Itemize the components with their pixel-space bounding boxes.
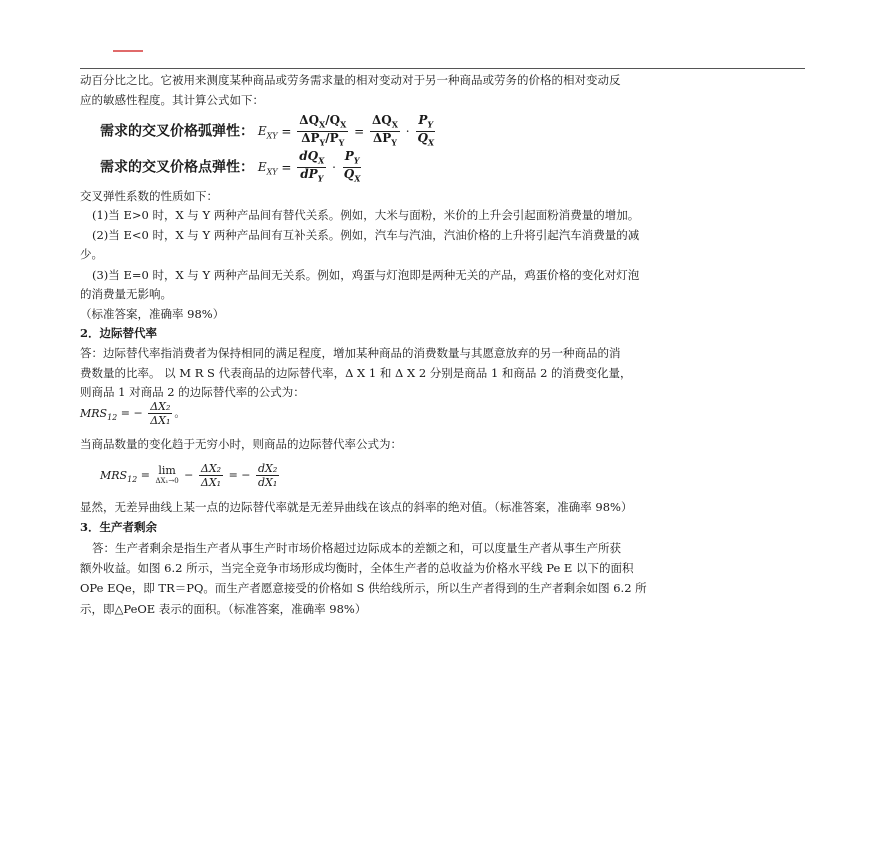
mrs-formula: $MRS_{12}$ = − $\frac{\text{ΔX₂}}{\text{ΔX₁}}$ 。	[80, 400, 186, 427]
text-line: 当商品数量的变化趋于无穷小时，则商品的边际替代率公式为：	[80, 437, 402, 451]
mrs-limit-formula: $MRS_{12}$ = lim ΔX₁→0 − $\frac{\text{ΔX₂}}{\text{ΔX₁}}$ = − $\frac{\text{dX₂}}{\text{dX₁}}$	[100, 462, 278, 489]
text-line: (1)当 E>0 时，X 与 Y 两种产品间有替代关系。例如，大米与面粉，米价的上升会引起面粉消费量的增加。	[92, 208, 640, 222]
text-line: 显然，无差异曲线上某一点的边际替代率就是无差异曲线在该点的斜率的绝对值。（标准答案，准确率 98%）	[80, 500, 633, 514]
text-line: 费数量的比率。 以 M R S 代表商品的边际替代率，Δ X 1 和 Δ X 2 分别是商品 1 和商品 2 的消费变化量，	[80, 366, 632, 380]
text-line: 答：边际替代率指消费者为保持相同的满足程度，增加某种商品的消费数量与其愿意放弃的另一种商品的消	[80, 346, 621, 360]
text-line: 答：生产者剩余是指生产者从事生产时市场价格超过边际成本的差额之和，可以度量生产者从事生产所获	[92, 541, 621, 555]
section-heading: 2．边际替代率	[80, 326, 158, 340]
text-line: （标准答案，准确率 98%）	[80, 307, 225, 321]
text-line: 应的敏感性程度。其计算公式如下：	[80, 93, 264, 107]
text-line: 则商品 1 对商品 2 的边际替代率的公式为：	[80, 385, 305, 399]
text-line: 少。	[80, 247, 103, 261]
eq-point-elasticity: 需求的交叉价格点弹性： $E_{XY}$ = $\frac{dQ_X}{dP_Y}$ · $\frac{P_Y}{Q_X}$	[100, 149, 361, 184]
text-line: OPe EQe，即 TR＝PQ。而生产者愿意接受的价格如 S 供给线所示，所以生产者得到的生产者剩余如图 6.2 所	[80, 581, 647, 595]
eq-arc-elasticity: 需求的交叉价格弧弹性： $E_{XY}$ = $\frac{\Delta Q_X/Q_X}{\Delta P_Y/P_Y}$ = $\frac{\Delta Q_X}{\Delta P_Y}$ · $\frac{P_Y}{Q_X}$	[100, 113, 435, 148]
text-line: 额外收益。如图 6.2 所示，当完全竞争市场形成均衡时，全体生产者的总收益为价格水平线 Pe E 以下的面积	[80, 561, 634, 575]
eq-label: 需求的交叉价格弧弹性：	[100, 123, 254, 140]
top-rule	[80, 68, 805, 69]
text-line: 示，即△PeOE 表示的面积。（标准答案，准确率 98%）	[80, 602, 367, 616]
red-mark	[113, 50, 143, 52]
text-line: 动百分比之比。它被用来测度某种商品或劳务需求量的相对变动对于另一种商品或劳务的价格的相对变动反	[80, 73, 621, 87]
text-line: (3)当 E=0 时，X 与 Y 两种产品间无关系。例如，鸡蛋与灯泡即是两种无关的产品，鸡蛋价格的变化对灯泡	[92, 268, 640, 282]
text-line: (2)当 E<0 时，X 与 Y 两种产品间有互补关系。例如，汽车与汽油，汽油价格的上升将引起汽车消费量的减	[92, 228, 640, 242]
eq-label: 需求的交叉价格点弹性：	[100, 159, 254, 176]
section-heading: 3．生产者剩余	[80, 520, 158, 534]
text-line: 的消费量无影响。	[80, 287, 172, 301]
text-line: 交叉弹性系数的性质如下：	[80, 189, 218, 203]
